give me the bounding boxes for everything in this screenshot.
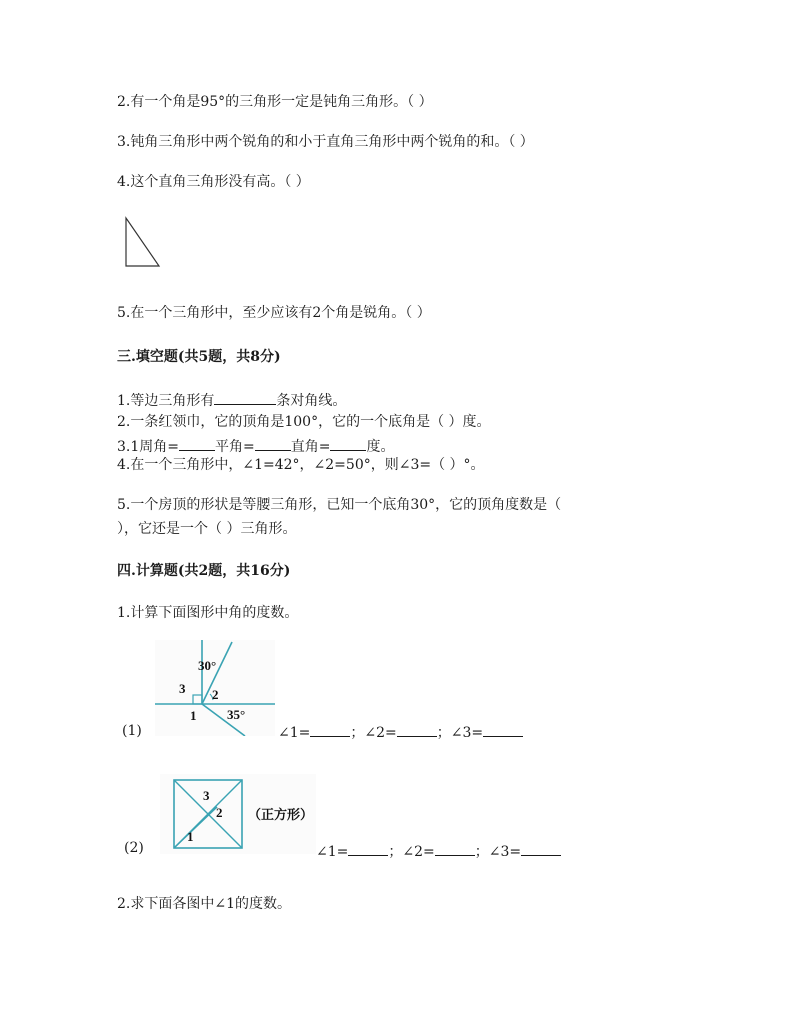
answer-blank[interactable] bbox=[435, 841, 475, 856]
angle-3-label: 3 bbox=[179, 681, 186, 696]
angle-figure-1 bbox=[155, 640, 275, 736]
angle-1-label: 1 bbox=[190, 708, 197, 723]
angle-2-label: 2 bbox=[212, 687, 219, 702]
answer-blank[interactable] bbox=[179, 436, 215, 451]
section-4-title: 四.计算题(共2题，共16分) bbox=[117, 563, 291, 579]
calc-question-1: 1.计算下面图形中角的度数。 bbox=[117, 605, 299, 621]
answer-blank[interactable] bbox=[330, 436, 366, 451]
figure-2-label: (2) bbox=[124, 840, 144, 856]
fill-question-1: 1.等边三角形有 条对角线。 bbox=[117, 390, 346, 410]
fill-question-5-line-2: ），它还是一个（ ）三角形。 bbox=[117, 521, 297, 537]
judge-question-5: 5.在一个三角形中，至少应该有2个角是锐角。（ ） bbox=[117, 305, 431, 321]
angle-30-label: 30° bbox=[198, 658, 217, 673]
figure-1-answers: ∠1= ；∠2= ；∠3= bbox=[278, 722, 523, 742]
calc-question-2: 2.求下面各图中∠1的度数。 bbox=[117, 896, 291, 912]
answer-blank[interactable] bbox=[483, 722, 523, 737]
judge-question-3: 3.钝角三角形中两个锐角的和小于直角三角形中两个锐角的和。（ ） bbox=[117, 134, 534, 150]
square-angle-1-label: 1 bbox=[187, 829, 194, 844]
answer-blank[interactable] bbox=[521, 841, 561, 856]
answer-blank[interactable] bbox=[255, 436, 291, 451]
judge-question-4: 4.这个直角三角形没有高。（ ） bbox=[117, 174, 310, 190]
answer-blank[interactable] bbox=[348, 841, 388, 856]
figure-2-answers: ∠1= ；∠2= ；∠3= bbox=[316, 841, 561, 861]
square-angle-2-label: 2 bbox=[216, 805, 223, 820]
figure-1-label: (1) bbox=[122, 723, 142, 739]
judge-question-2: 2.有一个角是95°的三角形一定是钝角三角形。（ ） bbox=[117, 94, 433, 110]
angle-35-label: 35° bbox=[227, 707, 246, 722]
answer-blank[interactable] bbox=[214, 390, 276, 405]
fill-question-5-line-1: 5.一个房顶的形状是等腰三角形，已知一个底角30°，它的顶角度数是（ bbox=[117, 497, 562, 513]
answer-blank[interactable] bbox=[397, 722, 437, 737]
right-triangle-figure bbox=[118, 210, 168, 272]
square-figure-2 bbox=[160, 774, 316, 854]
fill-question-4: 4.在一个三角形中，∠1=42°，∠2=50°，则∠3=（ ）°。 bbox=[117, 457, 485, 473]
square-angle-3-label: 3 bbox=[203, 788, 210, 803]
square-caption: （正方形） bbox=[248, 808, 314, 823]
section-3-title: 三.填空题(共5题，共8分) bbox=[117, 349, 281, 365]
fill-question-2: 2.一条红领巾，它的顶角是100°，它的一个底角是（ ）度。 bbox=[117, 414, 491, 430]
fill-question-3: 3.1周角= 平角= 直角= 度。 bbox=[117, 436, 394, 456]
answer-blank[interactable] bbox=[310, 722, 350, 737]
